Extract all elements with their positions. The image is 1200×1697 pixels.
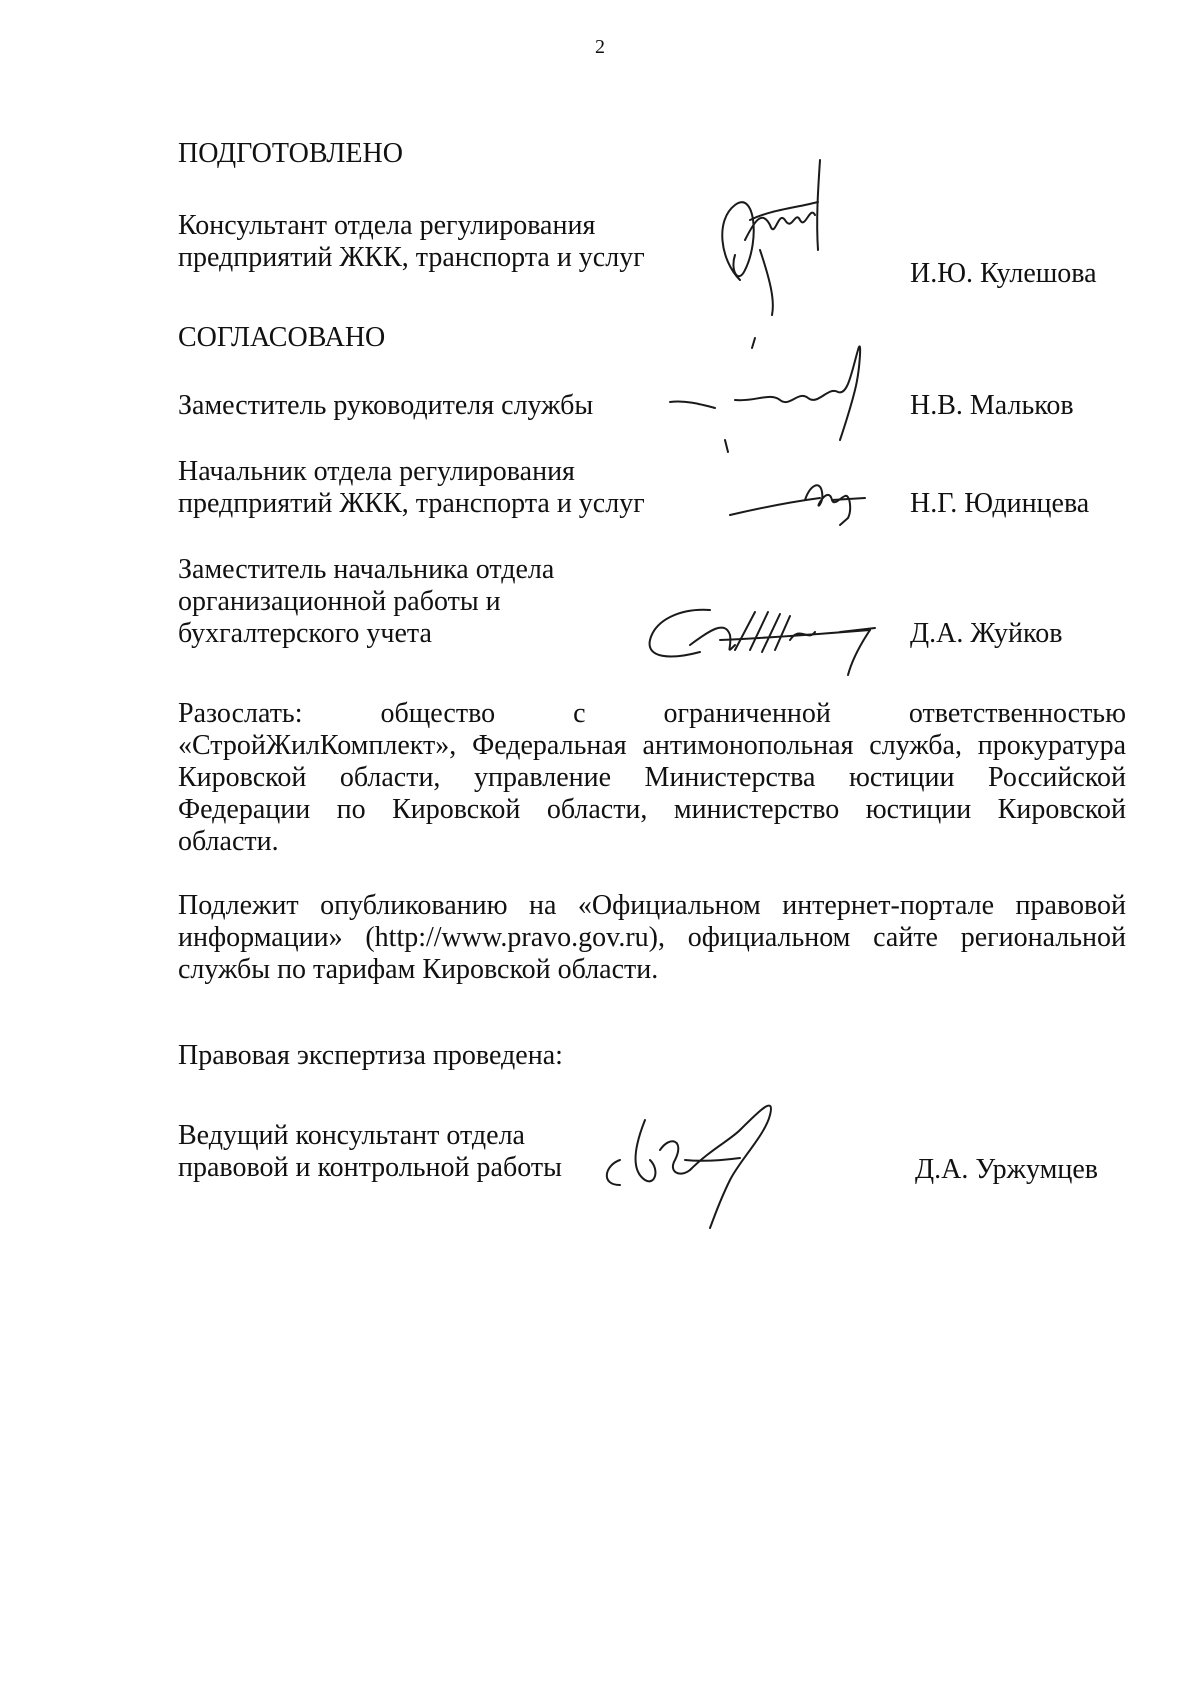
legal-review-heading: Правовая экспертиза проведена: <box>178 1040 563 1071</box>
legal-review-position-line: правовой и контрольной работы <box>178 1152 562 1183</box>
signature-zhuykov <box>640 590 890 680</box>
signatory-position-line: бухгалтерского учета <box>178 618 432 649</box>
prepared-position-line: Консультант отдела регулирования <box>178 210 596 241</box>
prepared-heading: ПОДГОТОВЛЕНО <box>178 138 403 169</box>
signatory-name: Д.А. Жуйков <box>910 618 1063 649</box>
distribution-line: «СтройЖилКомплект», Федеральная антимонопольная служба, прокуратура <box>178 730 1126 761</box>
distribution-line: Кировской области, управление Министерства юстиции Российской <box>178 762 1126 793</box>
agreed-heading: СОГЛАСОВАНО <box>178 322 386 353</box>
publication-line: Подлежит опубликованию на «Официальном интернет-портале правовой <box>178 890 1126 921</box>
signature-urzhumtsev <box>590 1090 810 1230</box>
publication-line: информации» (http://www.pravo.gov.ru), официальном сайте региональной <box>178 922 1126 953</box>
prepared-position-line: предприятий ЖКК, транспорта и услуг <box>178 242 645 273</box>
signatory-position-line: предприятий ЖКК, транспорта и услуг <box>178 488 645 519</box>
publication-paragraph <box>178 890 1126 986</box>
signature-yudintseva <box>720 470 870 530</box>
signature-kuleshova <box>700 150 850 330</box>
signatory-position-line: организационной работы и <box>178 586 501 617</box>
signatory-name: Н.Г. Юдинцева <box>910 488 1090 519</box>
signatory-position-line: Заместитель начальника отдела <box>178 554 555 585</box>
signatory-position-line: Заместитель руководителя службы <box>178 390 594 421</box>
distribution-line: Федерации по Кировской области, министерство юстиции Кировской <box>178 794 1126 825</box>
page-number: 2 <box>595 36 605 58</box>
signatory-name: Н.В. Мальков <box>910 390 1074 421</box>
legal-review-signatory-name: Д.А. Уржумцев <box>915 1154 1099 1185</box>
distribution-line: области. <box>178 826 279 857</box>
distribution-paragraph <box>178 698 1126 858</box>
legal-review-position-line: Ведущий консультант отдела <box>178 1120 525 1151</box>
distribution-line: Разослать: общество с ограниченной ответственностью <box>178 698 1126 729</box>
signatory-position-line: Начальник отдела регулирования <box>178 456 575 487</box>
publication-line: службы по тарифам Кировской области. <box>178 954 659 985</box>
prepared-signatory-name: И.Ю. Кулешова <box>910 258 1097 289</box>
signature-malkov <box>660 330 890 460</box>
